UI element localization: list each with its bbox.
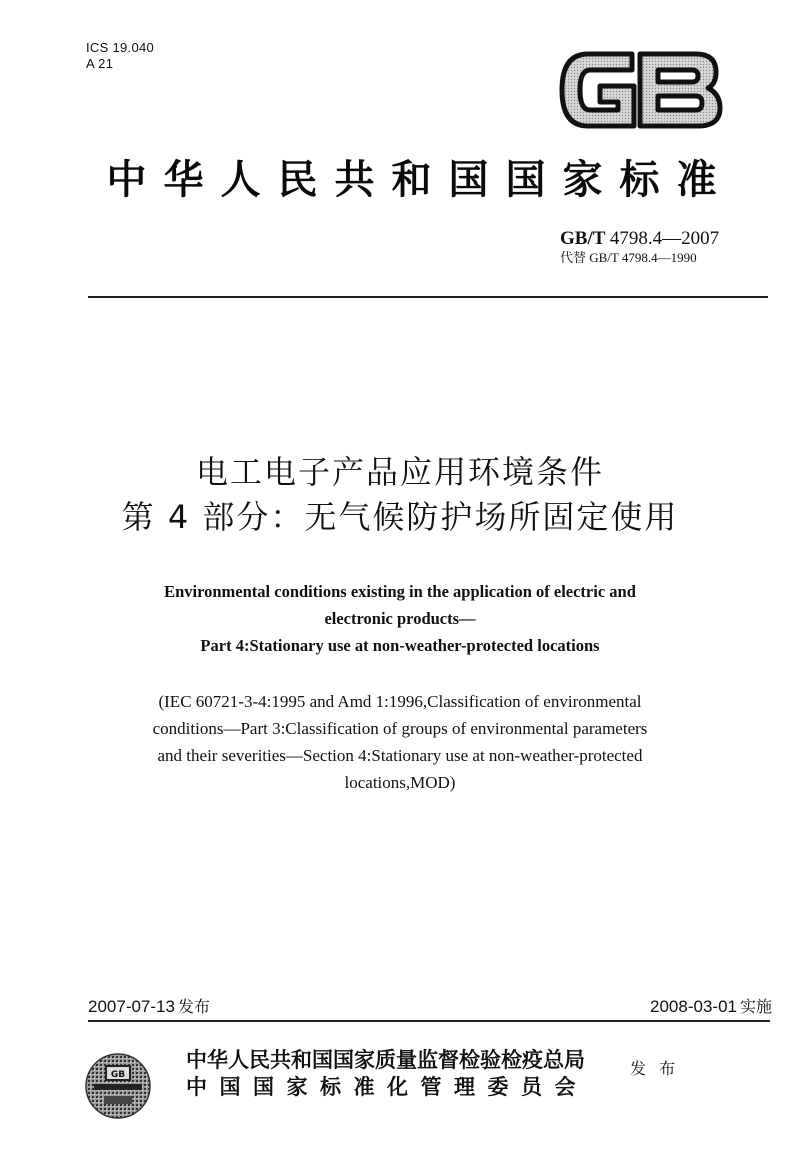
publish-label: 发 布 [630, 1059, 680, 1078]
issue-date [88, 996, 210, 1018]
iec-reference-line4: locations,MOD) [344, 773, 456, 792]
issue-date-label: 发布 [177, 997, 210, 1016]
iec-reference-line3: and their severities—Section 4:Stationary use at non-weather-protected [157, 746, 643, 765]
authority-aqsiq: 中华人民共和国国家质量监督检验检疫总局 [186, 1047, 585, 1072]
standard-prefix: GB/T [560, 228, 606, 249]
replaces-standard: 代替 GB/T 4798.4—1990 [560, 250, 697, 265]
english-title [0, 578, 800, 659]
top-divider [88, 296, 768, 298]
implementation-date [650, 996, 772, 1018]
english-title-line3: Part 4:Stationary use at non-weather-protected locations [200, 636, 600, 655]
standard-code: 4798.4—2007 [609, 228, 720, 249]
iec-reference-line1: (IEC 60721-3-4:1995 and Amd 1:1996,Classification of environmental [158, 692, 642, 711]
ics-code: ICS 19.040 [86, 40, 155, 55]
issuing-authorities [186, 1046, 588, 1100]
authority-sac: 中国国家标准化管理委员会 [186, 1074, 588, 1099]
national-standard-title: 中华人民共和国国家标准 [106, 156, 734, 203]
gb-logo-icon [558, 48, 724, 132]
chinese-title [0, 450, 800, 540]
bottom-divider [88, 1020, 770, 1022]
ccs-code: A 21 [86, 56, 114, 71]
standard-number [560, 228, 750, 250]
issue-date-value: 2007-07-13 [88, 997, 175, 1016]
standard-number-block [560, 228, 750, 266]
implementation-date-value: 2008-03-01 [650, 997, 737, 1016]
iec-reference-line2: conditions—Part 3:Classification of groups of environmental parameters [152, 719, 648, 738]
classification-codes [86, 40, 154, 72]
chinese-title-line1: 电工电子产品应用环境条件 [195, 453, 604, 491]
svg-text:GB: GB [110, 1070, 126, 1080]
implementation-date-label: 实施 [739, 997, 772, 1016]
chinese-title-line2: 第 4 部分：无气候防护场所固定使用 [121, 498, 679, 536]
english-title-line1: Environmental conditions existing in the application of electric and [164, 582, 636, 601]
iec-reference [0, 688, 800, 796]
official-seal-icon [84, 1052, 152, 1120]
english-title-line2: electronic products— [324, 609, 476, 628]
